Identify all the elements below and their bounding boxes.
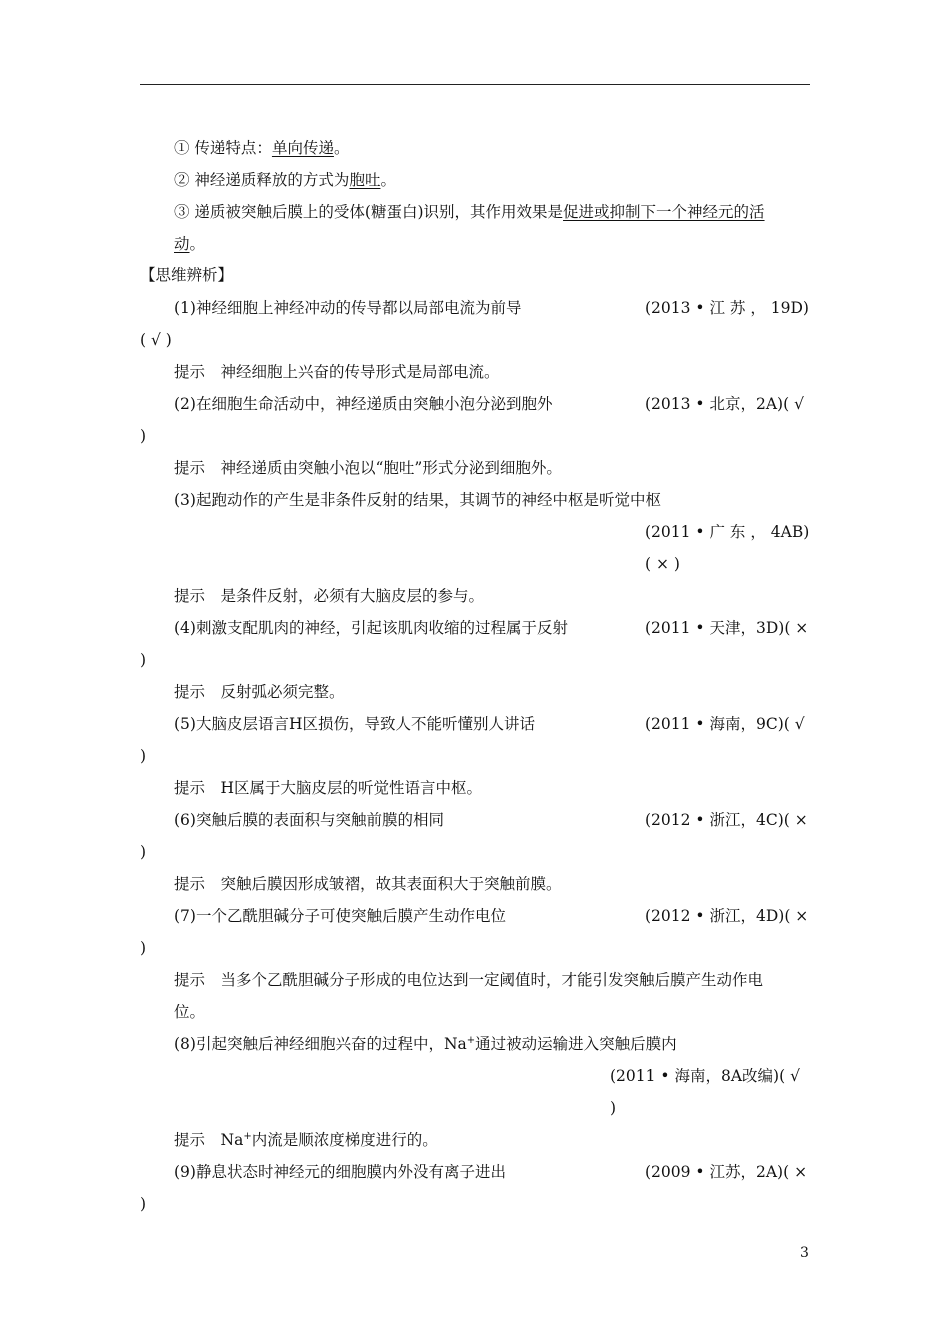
item-6-hint: 提示 突触后膜因形成皱褶，故其表面积大于突触前膜。 [174,875,562,893]
header-rule [140,84,810,85]
item-2-source: (2013 • 北京，2A)( √ [645,395,804,413]
point-1: ① 传递特点：单向传递。 [174,139,350,157]
item-6-source: (2012 • 浙江，4C)( × [645,811,808,829]
item-3-source: (2011 • 广 东 ， 4AB) [645,523,810,541]
item-2-hint: 提示 神经递质由突触小泡以“胞吐”形式分泌到细胞外。 [174,459,562,477]
item-6-mark: ) [140,843,147,861]
item-5-source: (2011 • 海南，9C)( √ [645,715,805,733]
item-3-statement: (3)起跑动作的产生是非条件反射的结果，其调节的神经中枢是听觉中枢 [174,491,661,509]
item-7-source: (2012 • 浙江，4D)( × [645,907,809,925]
item-5-hint: 提示 H区属于大脑皮层的听觉性语言中枢。 [174,779,483,797]
item-1-source: (2013 • 江 苏 ， 19D) [645,299,809,317]
item-4-mark: ) [140,651,147,669]
item-8-mark: ) [610,1099,617,1117]
item-7-hint: 提示 当多个乙酰胆碱分子形成的电位达到一定阈值时，才能引发突触后膜产生动作电 [174,971,764,989]
point-2: ② 神经递质释放的方式为胞吐。 [174,171,396,189]
item-7-statement: (7)一个乙酰胆碱分子可使突触后膜产生动作电位 [174,907,506,925]
item-4-hint: 提示 反射弧必须完整。 [174,683,345,701]
item-1-hint: 提示 神经细胞上兴奋的传导形式是局部电流。 [174,363,500,381]
point-3: ③ 递质被突触后膜上的受体(糖蛋白)识别，其作用效果是促进或抑制下一个神经元的活 [174,203,765,221]
item-8-source: (2011 • 海南，8A改编)( √ [610,1067,800,1085]
item-2-mark: ) [140,427,147,445]
item-1-mark: ( √ ) [140,331,172,349]
point-3-cont: 动。 [174,235,206,253]
item-3-mark: ( × ) [645,555,680,573]
section-title: 【思维辨析】 [140,266,234,284]
item-2-statement: (2)在细胞生命活动中，神经递质由突触小泡分泌到胞外 [174,395,553,413]
item-3-hint: 提示 是条件反射，必须有大脑皮层的参与。 [174,587,485,605]
item-6-statement: (6)突触后膜的表面积与突触前膜的相同 [174,811,444,829]
item-9-source: (2009 • 江苏，2A)( × [645,1163,808,1181]
item-5-statement: (5)大脑皮层语言H区损伤，导致人不能听懂别人讲话 [174,715,535,733]
item-8-hint: 提示 Na+内流是顺浓度梯度进行的。 [174,1130,438,1149]
page-number: 3 [800,1245,809,1261]
item-1-statement: (1)神经细胞上神经冲动的传导都以局部电流为前导 [174,299,522,317]
item-4-source: (2011 • 天津，3D)( × [645,619,809,637]
item-9-mark: ) [140,1195,147,1213]
item-9-statement: (9)静息状态时神经元的细胞膜内外没有离子进出 [174,1163,506,1181]
item-4-statement: (4)刺激支配肌肉的神经，引起该肌肉收缩的过程属于反射 [174,619,568,637]
item-7-hint-cont: 位。 [174,1003,206,1021]
item-5-mark: ) [140,747,147,765]
item-8-statement: (8)引起突触后神经细胞兴奋的过程中，Na+通过被动运输进入突触后膜内 [174,1034,677,1053]
item-7-mark: ) [140,939,147,957]
